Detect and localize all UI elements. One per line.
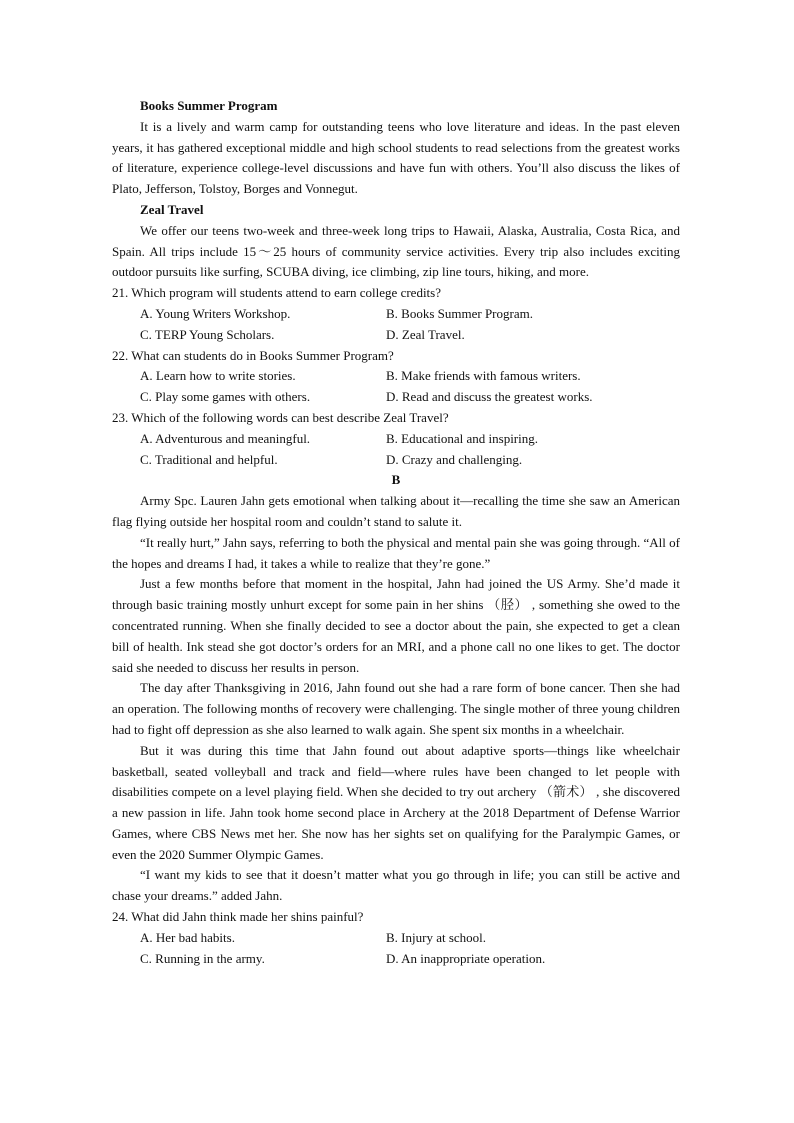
paragraph-zeal: We offer our teens two-week and three-week long trips to Hawaii, Alaska, Australia, Costa Rica, and Spain. All trips include 15～25 hours of community service activities. Every trip also includes exciting outdoor pursuits like surfing, SCUBA diving, ice climbing, zip line tours, hiking, and more. [112,222,680,280]
question-24-option-b: B. Injury at school. [386,929,487,945]
question-21-option-b: B. Books Summer Program. [386,305,533,321]
question-23-option-c: C. Traditional and helpful. [140,451,278,467]
question-22-option-a: A. Learn how to write stories. [140,368,296,384]
document-page [112,96,680,969]
paragraph-b-5: But it was during this time that Jahn found out about adaptive sports—things like wheelchair basketball, seated volleyball and track and field—where rules have been changed to let people with disabilities compete on a level playing field. When she decided to try out archery （箭术） , she discovered a new passion in life. Jahn took home second place in Archery at the 2018 Department of Defense Warrior Games, where CBS News met her. She now has her sights set on qualifying for the Paralympic Games, or even the 2020 Summer Olympic Games. [112,742,680,862]
question-21-option-c: C. TERP Young Scholars. [140,326,275,342]
question-23-option-a: A. Adventurous and meaningful. [140,430,311,446]
section-title-books: Books Summer Program [140,98,278,113]
question-23-stem: 23. Which of the following words can best describe Zeal Travel? [112,409,449,425]
question-23-option-d: D. Crazy and challenging. [386,451,523,467]
paragraph-books: It is a lively and warm camp for outstanding teens who love literature and ideas. In the past eleven years, it has gathered exceptional middle and high school students to read selections from the greatest works of literature, experience college-level discussions and have fun with others. You’ll also discuss the likes of Plato, Jefferson, Tolstoy, Borges and Vonnegut. [112,118,680,197]
question-22-option-c: C. Play some games with others. [140,389,311,405]
question-24-option-c: C. Running in the army. [140,950,265,966]
paragraph-b-3: Just a few months before that moment in the hospital, Jahn had joined the US Army. She’d made it through basic training mostly unhurt except for some pain in her shins （胫） , something she owed to the concentrated running. When she finally decided to see a doctor about the pain, she expected to get a clean bill of health. Ink stead she got doctor’s orders for an MRI, and a phone call no one likes to get. The doctor said she needed to discuss her results in person. [112,576,680,675]
question-24-options-row-1 [112,928,680,949]
paragraph-b-6: “I want my kids to see that it doesn’t matter what you go through in life; you can still be active and chase your dreams.” added Jahn. [112,867,680,904]
paragraph-b-2: “It really hurt,” Jahn says, referring to both the physical and mental pain she was going through. “All of the hopes and dreams I had, it takes a while to realize that they’re gone.” [112,534,680,571]
question-21-options-row-1 [112,304,680,325]
question-24-option-a: A. Her bad habits. [140,929,235,945]
question-23-options-row-1 [112,429,680,450]
question-24-option-d: D. An inappropriate operation. [386,950,546,966]
question-22-stem: 22. What can students do in Books Summer Program? [112,347,394,363]
paragraph-b-4: The day after Thanksgiving in 2016, Jahn found out she had a rare form of bone cancer. Then she had an operation. The following months of recovery were challenging. The single mother of three young children had to fight off depression as she also learned to walk again. She spent six months in a wheelchair. [112,680,680,737]
question-21-option-d: D. Zeal Travel. [386,326,465,342]
question-23-options-row-2 [112,450,680,471]
question-22-option-d: D. Read and discuss the greatest works. [386,389,593,405]
question-21-option-a: A. Young Writers Workshop. [140,305,291,321]
question-22-options-row-1 [112,366,680,387]
section-title-zeal: Zeal Travel [140,201,204,217]
question-24-options-row-2 [112,949,680,970]
question-21-options-row-2 [112,325,680,346]
section-letter-b: B [391,472,401,488]
question-22-option-b: B. Make friends with famous writers. [386,368,581,384]
question-22-options-row-2 [112,387,680,408]
question-23-option-b: B. Educational and inspiring. [386,430,539,446]
paragraph-b-1: Army Spc. Lauren Jahn gets emotional when talking about it—recalling the time she saw an American flag flying outside her hospital room and couldn’t stand to salute it. [112,493,680,529]
question-24-stem: 24. What did Jahn think made her shins painful? [112,909,364,925]
question-21-stem: 21. Which program will students attend to earn college credits? [112,285,441,301]
